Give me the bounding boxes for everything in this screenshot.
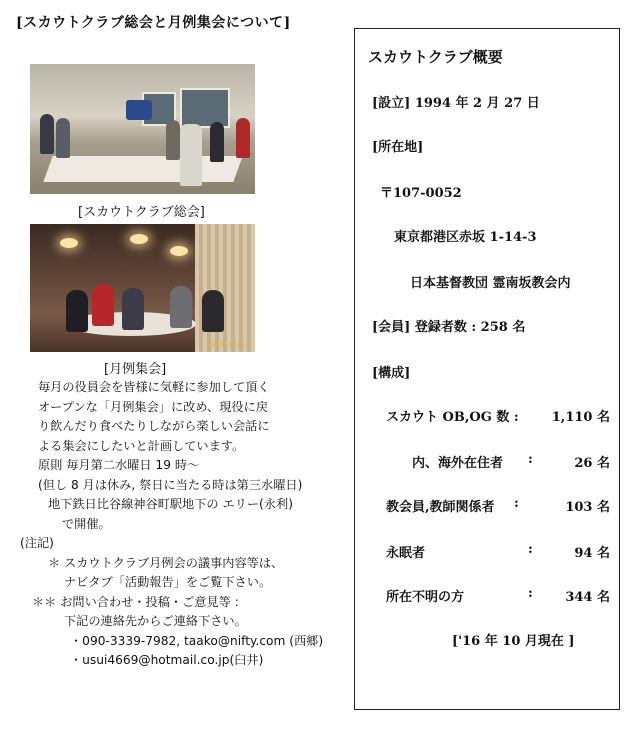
founded-date: [設立] 1994 年 2 月 27 日: [372, 96, 540, 111]
body-line: (但し 8 月は休み, 祭日に当たる時は第三水曜日): [38, 477, 303, 492]
location-label: [所在地]: [372, 140, 424, 155]
body-line: 地下鉄日比谷線神谷町駅地下の エリー(永利): [48, 497, 293, 511]
contact-phone-email: ・090-3339-7982, taako@nifty.com (西郷): [70, 633, 324, 648]
address: 東京都港区赤坂 1-14-3: [394, 230, 537, 245]
row-label: 教会員,教師関係者: [386, 500, 495, 515]
body-line: 原則 毎月第二水曜日 19 時〜: [38, 458, 200, 472]
postal-code: 〒107-0052: [380, 186, 462, 201]
body-line: オープンな「月例集会」に改め、現役に戻: [38, 399, 268, 414]
note-line: ＊＊ お問い合わせ・投稿・ご意見等 :: [32, 594, 239, 609]
contact-email: ・usui4669@hotmail.co.jp(臼井): [70, 653, 264, 667]
monthly-meeting-photo: 2016/10/12: [30, 224, 255, 352]
page-heading: [スカウトクラブ総会と月例集会について]: [16, 15, 291, 31]
row-value: 26 名: [574, 456, 610, 471]
body-line: で開催。: [62, 516, 111, 531]
summary-title: スカウトクラブ概要: [368, 48, 503, 66]
as-of-date: ['16 年 10 月現在 ]: [452, 634, 575, 649]
composition-row: [386, 586, 614, 605]
composition-row: [386, 542, 614, 561]
body-line: よる集会にしたいと計画しています。: [38, 438, 245, 453]
composition-row: [386, 496, 614, 515]
row-label: スカウト OB,OG 数 :: [386, 410, 519, 425]
row-value: 344 名: [565, 590, 610, 605]
composition-label: [構成]: [372, 366, 411, 381]
general-meeting-photo: [30, 64, 255, 194]
body-line: り飲んだり食べたりしながら楽しい会話に: [38, 419, 270, 433]
row-colon: :: [514, 496, 519, 511]
composition-row: [386, 406, 614, 425]
body-line: 毎月の役員会を皆様に気軽に参加して頂く: [38, 380, 270, 394]
row-label: 内、海外在住者: [412, 456, 504, 471]
row-label: 永眠者: [386, 546, 426, 561]
row-colon: :: [528, 586, 533, 601]
note-line: ＊ スカウトクラブ月例会の議事内容等は、: [48, 555, 284, 570]
row-colon: :: [528, 452, 533, 467]
monthly-meeting-description: [20, 378, 350, 671]
monthly-meeting-caption: [月例集会]: [104, 362, 167, 377]
notes-label: (注記): [20, 536, 54, 550]
composition-row: [412, 452, 614, 471]
venue: 日本基督教団 霊南坂教会内: [410, 276, 571, 291]
row-value: 1,110 名: [551, 410, 610, 425]
general-meeting-caption: [スカウトクラブ総会]: [78, 205, 205, 220]
note-line: 下記の連絡先からご連絡下さい。: [64, 614, 247, 628]
member-count: [会員] 登録者数 : 258 名: [372, 320, 526, 335]
row-value: 94 名: [574, 546, 610, 561]
row-label: 所在不明の方: [386, 590, 465, 605]
note-line: ナビタブ「活動報告」をご覧下さい。: [64, 575, 272, 589]
row-colon: :: [528, 542, 533, 557]
row-value: 103 名: [565, 500, 610, 515]
